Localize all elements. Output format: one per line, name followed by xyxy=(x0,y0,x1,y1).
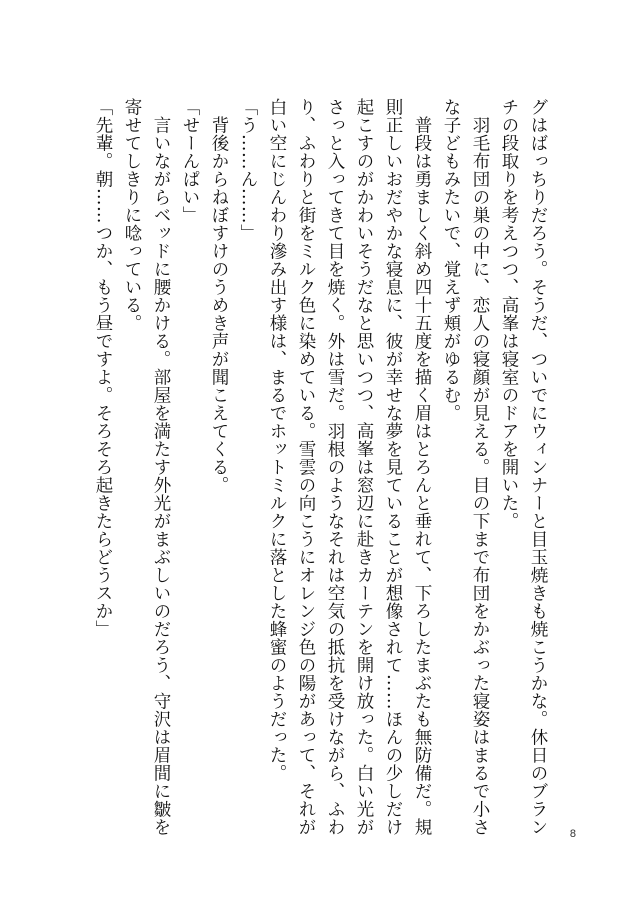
text-line: 寄せてしきりに唸っている。 xyxy=(122,98,142,332)
text-line: 則正しいおだやかな寝息に、彼が幸せな夢を見ていることが想像されて……ほんの少しだけ xyxy=(383,98,403,836)
text-line: 言いながらベッドに腰かける。部屋を満たす外光がまぶしいのだろう、守沢は眉間に皺を xyxy=(151,98,171,836)
text-line: 背後からねぼすけのうめき声が聞こえてくる。 xyxy=(209,98,229,494)
text-line: グはばっちりだろう。そうだ、ついでにウィンナーと目玉焼きも焼こうかな。休日のブラン xyxy=(528,98,548,836)
text-line: 「せーんぱい」 xyxy=(180,98,200,224)
text-line: 「先輩。朝……つか、もう昼ですよ。そろそろ起きたらどうスか」 xyxy=(93,98,113,638)
text-line: さっと入ってきて目を焼く。外は雪だ。羽根のようなそれは空気の抵抗を受けながら、ふわ xyxy=(325,98,345,836)
vertical-text-body xyxy=(82,98,552,836)
text-line: 白い空にじんわり滲み出す様は、まるでホットミルクに落とした蜂蜜のようだった。 xyxy=(267,98,287,782)
page-number: 8 xyxy=(569,828,576,840)
text-line: り、ふわりと街をミルク色に染めている。雪雲の向こうにオレンジ色の陽があって、それが xyxy=(296,98,316,836)
text-line: 普段は勇ましく斜め四十五度を描く眉はとろんと垂れて、下ろしたまぶたも無防備だ。規 xyxy=(412,98,432,836)
text-line: 羽毛布団の巣の中に、恋人の寝顔が見える。目の下まで布団をかぶった寝姿はまるで小さ xyxy=(470,98,490,836)
text-line: チの段取りを考えつつ、高峯は寝室のドアを開いた。 xyxy=(499,98,519,530)
text-line: 「う……ん……」 xyxy=(238,98,258,242)
text-line: 起こすのがかわいそうだなと思いつつ、高峯は窓辺に赴きカーテンを開け放った。白い光が xyxy=(354,98,374,836)
text-line: な子どもみたいで、覚えず頬がゆるむ。 xyxy=(441,98,461,422)
